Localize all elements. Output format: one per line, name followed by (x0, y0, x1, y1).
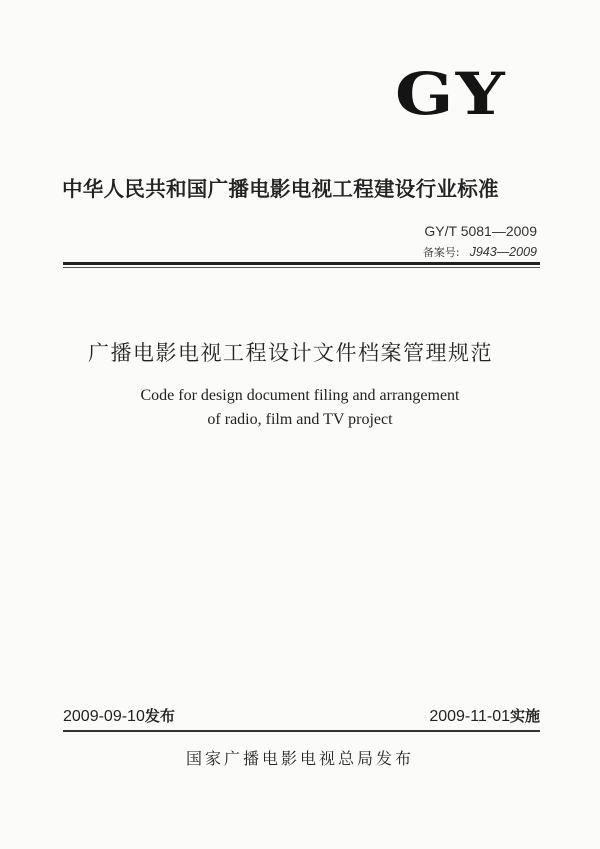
implementation-date-label: 实施 (509, 707, 540, 725)
industry-standard-heading: 中华人民共和国广播电影电视工程建设行业标准 (62, 177, 499, 201)
filing-label: 备案号: (422, 246, 460, 259)
issue-date-label: 发布 (144, 707, 175, 725)
header-rule-thin (63, 267, 540, 268)
standard-number: GY/T 5081—2009 (424, 223, 537, 239)
implementation-date (429, 705, 540, 726)
filing-number (423, 244, 537, 260)
filing-value: J943—2009 (469, 245, 537, 259)
publisher: 国家广播电影电视总局发布 (185, 749, 414, 768)
title-english-line-2: of radio, film and TV project (207, 411, 393, 428)
issue-date-value: 2009-09-10 (63, 708, 145, 725)
document-title-chinese: 广播电影电视工程设计文件档案管理规范 (88, 341, 493, 365)
issue-date (63, 705, 175, 726)
header-rule-thick (63, 262, 540, 265)
gy-logo: GY (395, 60, 508, 128)
document-title-english (100, 384, 500, 432)
implementation-date-value: 2009-11-01 (429, 708, 510, 725)
footer-rule (63, 730, 540, 732)
title-english-line-1: Code for design document filing and arrangement (140, 387, 460, 404)
